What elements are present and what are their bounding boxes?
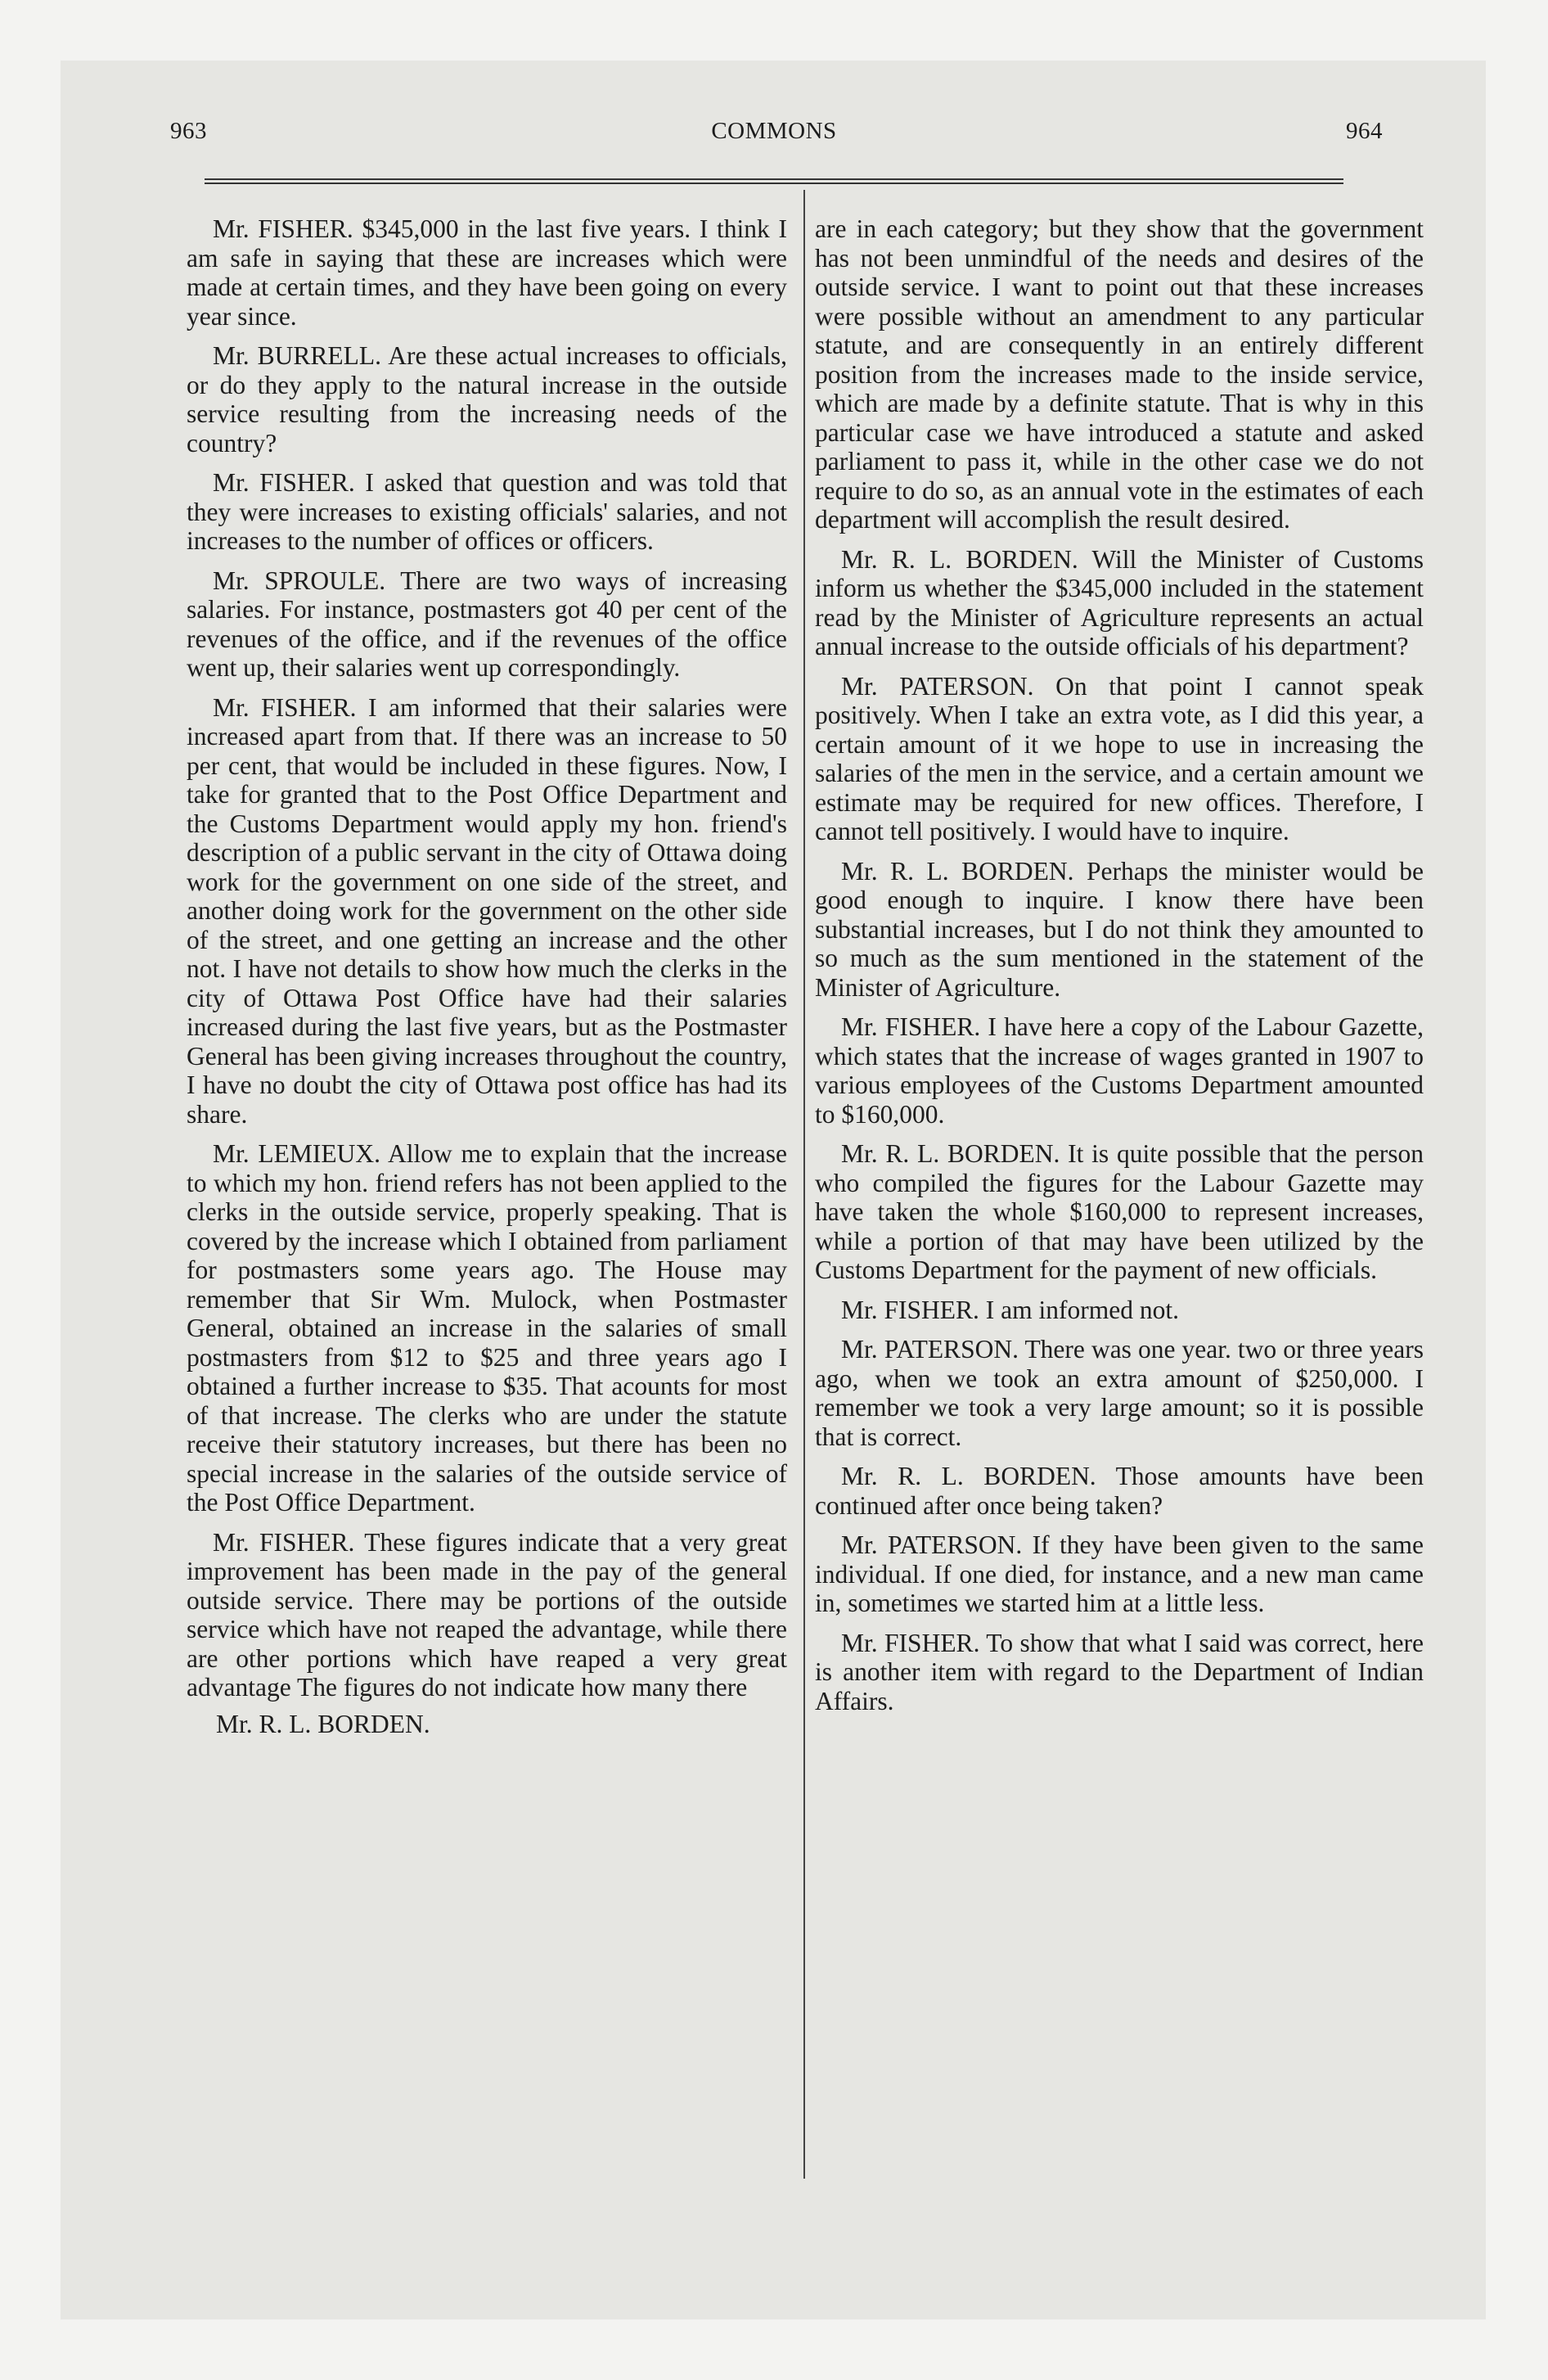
header-rule	[205, 178, 1343, 184]
column-divider	[803, 190, 805, 2179]
paragraph: Mr. BURRELL. Are these actual increases to officials, or do they apply to the natural increase in the outside service resulting from the increasing needs of the country?	[187, 341, 787, 458]
paragraph: Mr. FISHER. $345,000 in the last five years. I think I am safe in saying that these are increases which were made at certain times, and they have been going on every year since.	[187, 214, 787, 331]
running-title: COMMONS	[711, 118, 837, 144]
paragraph: Mr. PATERSON. On that point I cannot speak positively. When I take an extra vote, as I did this year, a certain amount of it we hope to use in increasing the salaries of the men in the service, and a certain amount we estimate may be required for new offices. Therefore, I cannot tell positively. I would have to inquire.	[815, 671, 1424, 845]
paragraph: Mr. FISHER. I have here a copy of the Labour Gazette, which states that the increase of wages granted in 1907 to various employees of the Customs Department amounted to $160,000.	[815, 1012, 1424, 1129]
paragraph: Mr. FISHER. I am informed that their salaries were increased apart from that. If there was an increase to 50 per cent, that would be included in these figures. Now, I take for granted that to the Post Office Department and the Customs Department would apply my hon. friend's description of a public servant in the city of Ottawa doing work for the government on one side of the street, and another doing work for the government on the other side of the street, and one getting an increase and the other not. I have not details to show how much the clerks in the city of Ottawa Post Office have had their salaries increased during the last five years, but as the Postmaster General has been giving increases throughout the country, I have no doubt the city of Ottawa post office has had its share.	[187, 692, 787, 1129]
paragraph: Mr. R. L. BORDEN. Will the Minister of Customs inform us whether the $345,000 included in the statement read by the Minister of Agriculture represents an actual annual increase to the outside officials of his department?	[815, 544, 1424, 660]
left-column	[187, 214, 787, 1749]
paragraph: Mr. R. L. BORDEN. Perhaps the minister would be good enough to inquire. I know there have been substantial increases, but I do not think they amounted to so much as the sum mentioned in the statement of the Minister of Agriculture.	[815, 856, 1424, 1002]
speaker-cue: Mr. R. L. BORDEN.	[216, 1709, 430, 1738]
paragraph: Mr. FISHER. I am informed not.	[841, 1295, 1179, 1324]
paragraph: Mr. LEMIEUX. Allow me to explain that the increase to which my hon. friend refers has not been applied to the clerks in the outside service, properly speaking. That is covered by the increase which I obtained from parliament for postmasters some years ago. The House may remember that Sir Wm. Mulock, when Postmaster General, obtained an increase in the salaries of small postmasters from $12 to $25 and three years ago I obtained a further increase to $35. That acounts for most of that increase. The clerks who are under the statute receive their statutory increases, but there has been no special increase in the salaries of the outside service of the Post Office Department.	[187, 1139, 787, 1517]
paragraph: Mr. FISHER. These figures indicate that a very great improvement has been made in the pay of the general outside service. There may be portions of the outside service which have not reaped the advantage, while there are other portions which have reaped a very great advantage The figures do not indicate how many there	[187, 1527, 787, 1702]
paragraph: Mr. SPROULE. There are two ways of increasing salaries. For instance, postmasters got 40 per cent of the revenues of the office, and if the revenues of the office went up, their salaries went up correspondingly.	[187, 566, 787, 682]
page-number-right: 964	[1346, 118, 1383, 144]
page-number-left: 963	[170, 118, 207, 144]
paragraph: Mr. R. L. BORDEN. Those amounts have been continued after once being taken?	[815, 1462, 1424, 1520]
right-column	[815, 214, 1424, 1726]
page-header	[123, 61, 1425, 144]
paragraph: Mr. R. L. BORDEN. It is quite possible that the person who compiled the figures for the Labour Gazette may have taken the whole $160,000 to represent increases, while a portion of that may have been utilized by the Customs Department for the payment of new officials.	[815, 1139, 1424, 1284]
paragraph: Mr. FISHER. I asked that question and was told that they were increases to existing officials' salaries, and not increases to the number of offices or officers.	[187, 468, 787, 555]
paragraph: Mr. PATERSON. If they have been given to the same individual. If one died, for instance, and a new man came in, sometimes we started him at a little less.	[815, 1530, 1424, 1617]
paragraph: Mr. FISHER. To show that what I said was correct, here is another item with regard to the Department of Indian Affairs.	[815, 1628, 1424, 1715]
paragraph: Mr. PATERSON. There was one year. two or three years ago, when we took an extra amount of $250,000. I remember we took a very large amount; so it is possible that is correct.	[815, 1335, 1424, 1451]
paragraph: are in each category; but they show that the government has not been unmindful of the needs and desires of the outside service. I want to point out that these increases were possible without an amendment to any particular statute, and are consequently in an entirely different position from the increases made to the inside service, which are made by a definite statute. That is why in this particular case we have introduced a statute and asked parliament to pass it, while in the other case we do not require to do so, as an annual vote in the estimates of each department will accomplish the result desired.	[815, 214, 1424, 534]
